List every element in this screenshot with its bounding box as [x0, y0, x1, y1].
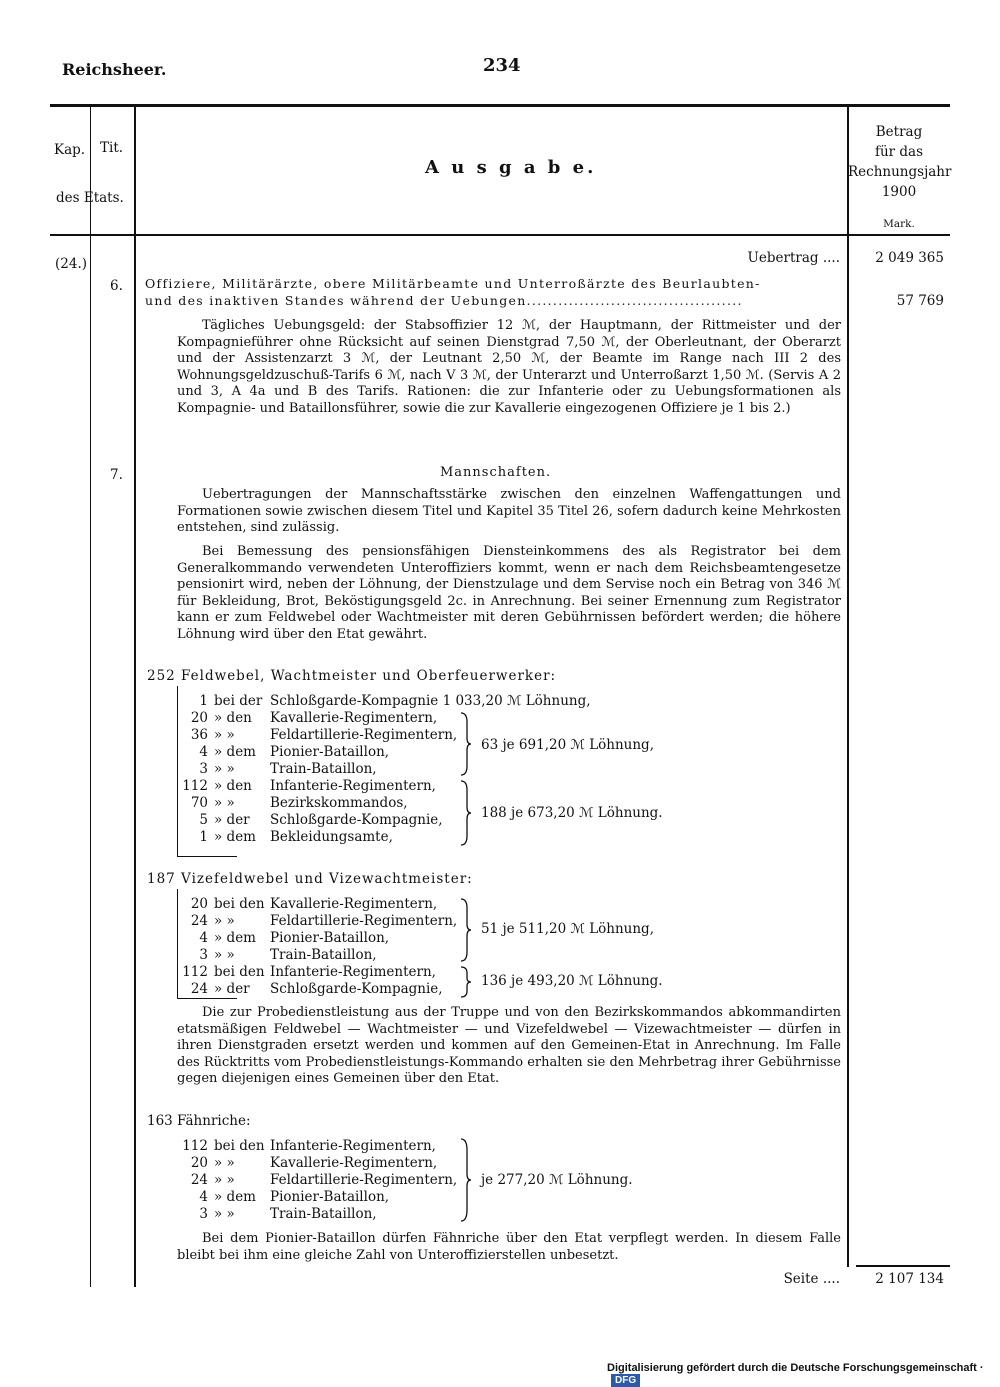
- brace-icon: [458, 966, 472, 998]
- carry-amount: 2 049 365: [875, 250, 944, 266]
- tit-6-note: Tägliches Uebungsgeld: der Stabsoffizier 12 ℳ, der Hauptmann, der Rittmeister und der Kompagnieführer ohne Rücksicht auf seinen Dienstgrad 7,50 ℳ, der Oberleutnant, der Oberarzt und der Assistenzarzt 3 ℳ, der Leutnant 2,50 ℳ, der Beamte im Range nach III 2 des Wohnungsgeldzuschuß-Tarifs 6 ℳ, nach V 3 ℳ, der Unterarzt und Unterroßarzt 1,50 ℳ. (Servis A 2 und 3, A 4a und B des Tarifs. Rationen: die zur Infanterie oder zu Uebungsformationen als Kompagnie- und Bataillonsführer, sowie die zur Kavallerie eingezogenen Offiziere je 1 bis 2.): [177, 318, 841, 416]
- list-item: 3 » » Train-Bataillon,: [199, 1206, 377, 1222]
- list-item: 112 bei den Infanterie-Regimentern,: [182, 964, 436, 980]
- faehnriche-group: je 277,20 ℳ Löhnung.: [481, 1172, 633, 1188]
- brace-icon: [458, 780, 472, 846]
- amount-head-4: 1900: [881, 184, 917, 200]
- section-title: A u s g a b e.: [425, 157, 597, 178]
- list-item: 112 » den Infanterie-Regimentern,: [182, 778, 436, 794]
- tit-7-heading: Mannschaften.: [440, 465, 552, 480]
- list-item: 112 bei den Infanterie-Regimentern,: [182, 1138, 436, 1154]
- vizefeldwebel-list-foot: [177, 998, 237, 999]
- feldwebel-group-1: 63 je 691,20 ℳ Löhnung,: [481, 737, 654, 753]
- carry-label: Uebertrag ....: [747, 250, 840, 266]
- list-item: 24 » » Feldartillerie-Regimentern,: [190, 1172, 458, 1188]
- page-total-label: Seite ....: [783, 1271, 840, 1287]
- list-item: 3 » » Train-Bataillon,: [199, 947, 377, 963]
- list-item: 1 » dem Bekleidungsamte,: [199, 829, 393, 845]
- list-item: 4 » dem Pionier-Bataillon,: [199, 930, 390, 946]
- tit-7-number: 7.: [110, 467, 123, 483]
- footer-credit-text: Digitalisierung gefördert durch die Deutsche Forschungsgemeinschaft ·: [607, 1362, 984, 1374]
- footer-credit: [607, 1362, 1000, 1387]
- col-head-tit: Tit.: [100, 140, 124, 156]
- tit-6-heading-line1: Offiziere, Militärärzte, obere Militärbeamte und Unterroßärzte des Beurlaubten-: [145, 276, 761, 291]
- list-item: 3 » » Train-Bataillon,: [199, 761, 377, 777]
- running-title: Reichsheer.: [62, 60, 167, 79]
- tit-7-para-1: Uebertragungen der Mannschaftsstärke zwischen den einzelnen Waffengattungen und Formationen sowie zwischen diesem Titel und Kapitel 35 Titel 26, sofern dadurch keine Mehrkosten entstehen, sind zulässig.: [177, 487, 841, 536]
- vizefeldwebel-group-2: 136 je 493,20 ℳ Löhnung.: [481, 973, 663, 989]
- vizefeldwebel-note: Die zur Probedienstleistung aus der Truppe und von den Bezirkskommandos abkommandirten etatsmäßigen Feldwebel — Wachtmeister — und Vizefeldwebel — Vizewachtmeister — dürfen in ihren Dienstgraden ersetzt werden und kommen auf den Gemeinen-Etat in Anrechnung. Im Falle des Rücktritts vom Probedienstleistungs-Kommando erhalten sie den Mehrbetrag ihrer Gebührnisse gegen diejenigen eines Gemeinen über den Etat.: [177, 1005, 841, 1087]
- feldwebel-group-2: 188 je 673,20 ℳ Löhnung.: [481, 805, 663, 821]
- total-rule: [856, 1265, 950, 1267]
- list-item: 5 » der Schloßgarde-Kompagnie,: [199, 812, 443, 828]
- top-rule: [50, 104, 950, 107]
- tit-6-number: 6.: [110, 278, 123, 294]
- feldwebel-list-foot: [177, 856, 237, 857]
- list-item: 36 » » Feldartillerie-Regimentern,: [190, 727, 458, 743]
- brace-icon: [458, 1138, 472, 1222]
- column-rule-amount: [847, 107, 849, 1267]
- vizefeldwebel-group-1: 51 je 511,20 ℳ Löhnung,: [481, 921, 654, 937]
- col-head-des-etats: des Etats.: [56, 190, 124, 206]
- list-item: 20 » » Kavallerie-Regimentern,: [190, 1155, 438, 1171]
- list-item: 1 bei der Schloßgarde-Kompagnie 1 033,20 ℳ Löhnung,: [199, 693, 591, 709]
- page-total-amount: 2 107 134: [875, 1271, 944, 1287]
- brace-icon: [458, 712, 472, 776]
- list-item: 4 » dem Pionier-Bataillon,: [199, 1189, 390, 1205]
- page-number: 234: [483, 55, 521, 76]
- feldwebel-heading: 252 Feldwebel, Wachtmeister und Oberfeuerwerker:: [147, 668, 557, 684]
- dfg-logo: DFG: [611, 1374, 640, 1387]
- col-head-kap: Kap.: [54, 142, 86, 158]
- amount-unit: Mark.: [883, 218, 915, 230]
- list-item: 24 » der Schloßgarde-Kompagnie,: [190, 981, 443, 997]
- list-item: 20 bei den Kavallerie-Regimentern,: [190, 896, 438, 912]
- faehnriche-note: Bei dem Pionier-Bataillon dürfen Fähnriche über den Etat verpflegt werden. In diesem Falle bleibt bei ihm eine gleiche Zahl von Unteroffizierstellen unbesetzt.: [177, 1231, 841, 1263]
- column-rule-kap: [90, 107, 91, 1287]
- tit-7-para-2: Bei Bemessung des pensionsfähigen Diensteinkommens des als Registrator bei dem Generalkommando verwendeten Unteroffiziers kommt, wenn er nach dem Reichsbeamtengesetze pensionirt wird, neben der Löhnung, der Dienstzulage und dem Servise noch ein Betrag von 346 ℳ für Bekleidung, Brot, Beköstigungsgeld 2c. in Anrechnung. Bei seiner Ernennung zum Registrator kann er zum Feldwebel oder Wachtmeister mit deren Gebührnissen befördert werden; die höhere Löhnung wird über den Etat gewährt.: [177, 544, 841, 642]
- vizefeldwebel-heading: 187 Vizefeldwebel und Vizewachtmeister:: [147, 871, 473, 887]
- brace-icon: [458, 898, 472, 962]
- list-item: 24 » » Feldartillerie-Regimentern,: [190, 913, 458, 929]
- amount-head-2: für das: [874, 144, 924, 160]
- amount-head-3: Rechnungsjahr: [848, 164, 952, 180]
- kap-number: (24.): [55, 256, 88, 272]
- list-item: 4 » dem Pionier-Bataillon,: [199, 744, 390, 760]
- list-item: 70 » » Bezirkskommandos,: [190, 795, 408, 811]
- tit-6-heading-line2: und des inaktiven Standes während der Uebungen.........................................: [145, 293, 743, 308]
- column-rule-tit: [134, 107, 136, 1287]
- list-item: 20 » den Kavallerie-Regimentern,: [190, 710, 438, 726]
- amount-head-1: Betrag: [875, 124, 923, 140]
- tit-6-amount: 57 769: [896, 293, 944, 309]
- faehnriche-heading: 163 Fähnriche:: [147, 1113, 251, 1129]
- header-rule: [50, 234, 950, 236]
